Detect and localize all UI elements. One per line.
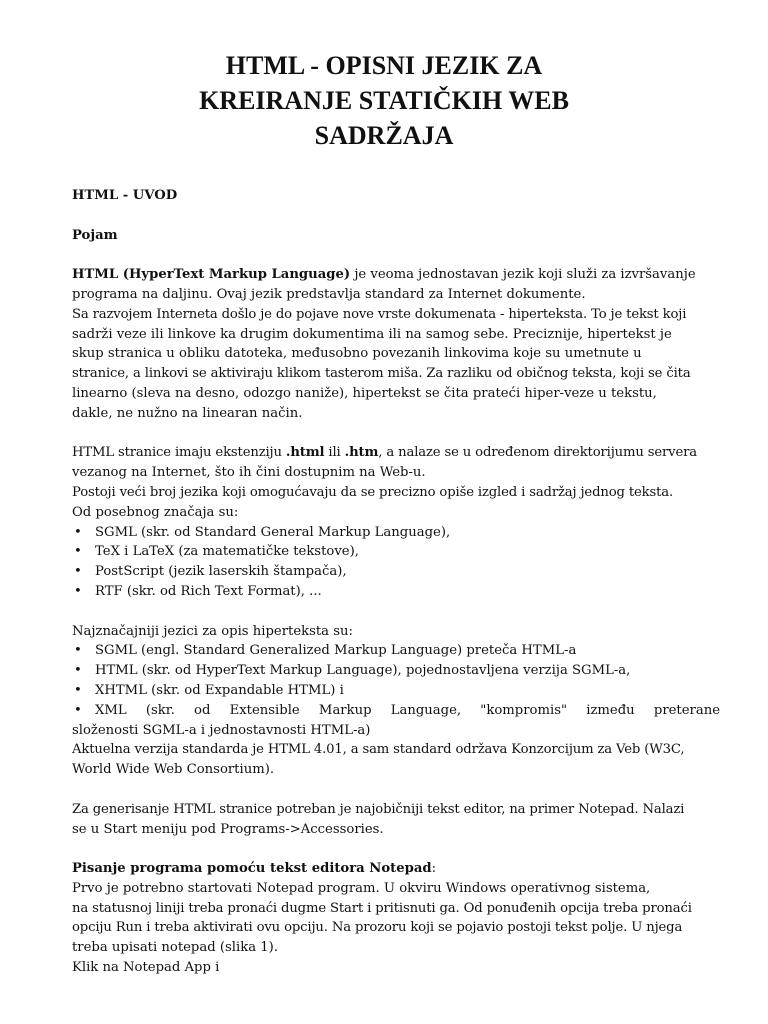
title-line-1: HTML - OPISNI JEZIK ZA: [225, 51, 543, 80]
ext-html: .html: [285, 445, 325, 461]
ext-htm: .htm: [344, 445, 379, 461]
version-paragraph: Aktuelna verzija standarda je HTML 4.01, a sam standard održava Konzorcijum za Veb (W3C, World Wide Web Consortium).: [72, 742, 685, 778]
notepad-heading: Pisanje programa pomoću tekst editora Notepad:: [72, 861, 437, 877]
list-item: • SGML (engl. Standard Generalized Markup Language) preteča HTML-a: [72, 641, 720, 661]
hypertext-list: [72, 641, 720, 720]
list-item: • TeX i LaTeX (za matematičke tekstove),: [72, 542, 720, 562]
hypertext-intro: Najznačajniji jezici za opis hiperteksta su:: [72, 623, 353, 639]
title-line-2: KREIRANJE STATIČKIH WEB: [199, 86, 569, 115]
document-body: [72, 186, 720, 978]
list-item: • PostScript (jezik laserskih štampača),: [72, 562, 720, 582]
extensions-paragraph: HTML stranice imaju ekstenziju .html ili .htm, a nalaze se u određenom direktorijumu servera vezanog na Internet, što ih čini dostupnim na Web-u. Postoji veći broj jezika koji omogućavaju da se precizno opiše izgled i sadržaj jednog teksta. Od posebnog značaja su:: [72, 445, 697, 520]
subheading-pojam: Pojam: [72, 227, 118, 243]
editor-paragraph: Za generisanje HTML stranice potreban je najobičniji tekst editor, na primer Notepad. Nalazi se u Start meniju pod Programs->Accessories.: [72, 801, 685, 837]
html-term: HTML (HyperText Markup Language): [72, 267, 351, 283]
title-line-3: SADRŽAJA: [314, 121, 454, 150]
languages-list: [72, 523, 720, 602]
list-item: • XML (skr. od Extensible Markup Language, "kompromis" između preterane: [72, 701, 720, 721]
section-heading: HTML - UVOD: [72, 188, 178, 203]
list-item: • RTF (skr. od Rich Text Format), ...: [72, 582, 720, 602]
list-item: • XHTML (skr. od Expandable HTML) i: [72, 681, 720, 701]
xml-item-continuation: složenosti SGML-a i jednostavnosti HTML-a): [72, 722, 371, 738]
notepad-section: Pisanje programa pomoću tekst editora Notepad: Prvo je potrebno startovati Notepad program. U okviru Windows operativnog sistema, na statusnoj liniji treba pronaći dugme Start i pritisnuti ga. Od ponuđenih opcija treba pronaći opciju Run i treba aktivirati ovu opciju. Na prozoru koji se pojavio postoji tekst polje. U njega treba upisati notepad (slika 1). Klik na Notepad App i: [72, 859, 720, 978]
intro-paragraph: HTML (HyperText Markup Language) je veoma jednostavan jezik koji služi za izvršavanje programa na daljinu. Ovaj jezik predstavlja standard za Internet dokumente. Sa razvojem Interneta došlo je do pojave nove vrste dokumenata - hiperteksta. To je tekst koji sadrži veze ili linkove ka drugim dokumentima ili na samog sebe. Preciznije, hipertekst je skup stranica u obliku datoteka, međusobno povezanih linkovima koje su umetnute u stranice, a linkovi se aktiviraju klikom tasterom miša. Za razliku od običnog teksta, koji se čita linearno (sleva na desno, odozgo naniže), hipertekst se čita prateći hiper-veze u tekstu, dakle, ne nužno na linearan način.: [72, 267, 696, 421]
list-item: • SGML (skr. od Standard General Markup Language),: [72, 523, 720, 543]
list-item: • HTML (skr. od HyperText Markup Language), pojednostavljena verzija SGML-a,: [72, 661, 720, 681]
document-title: [72, 0, 696, 153]
